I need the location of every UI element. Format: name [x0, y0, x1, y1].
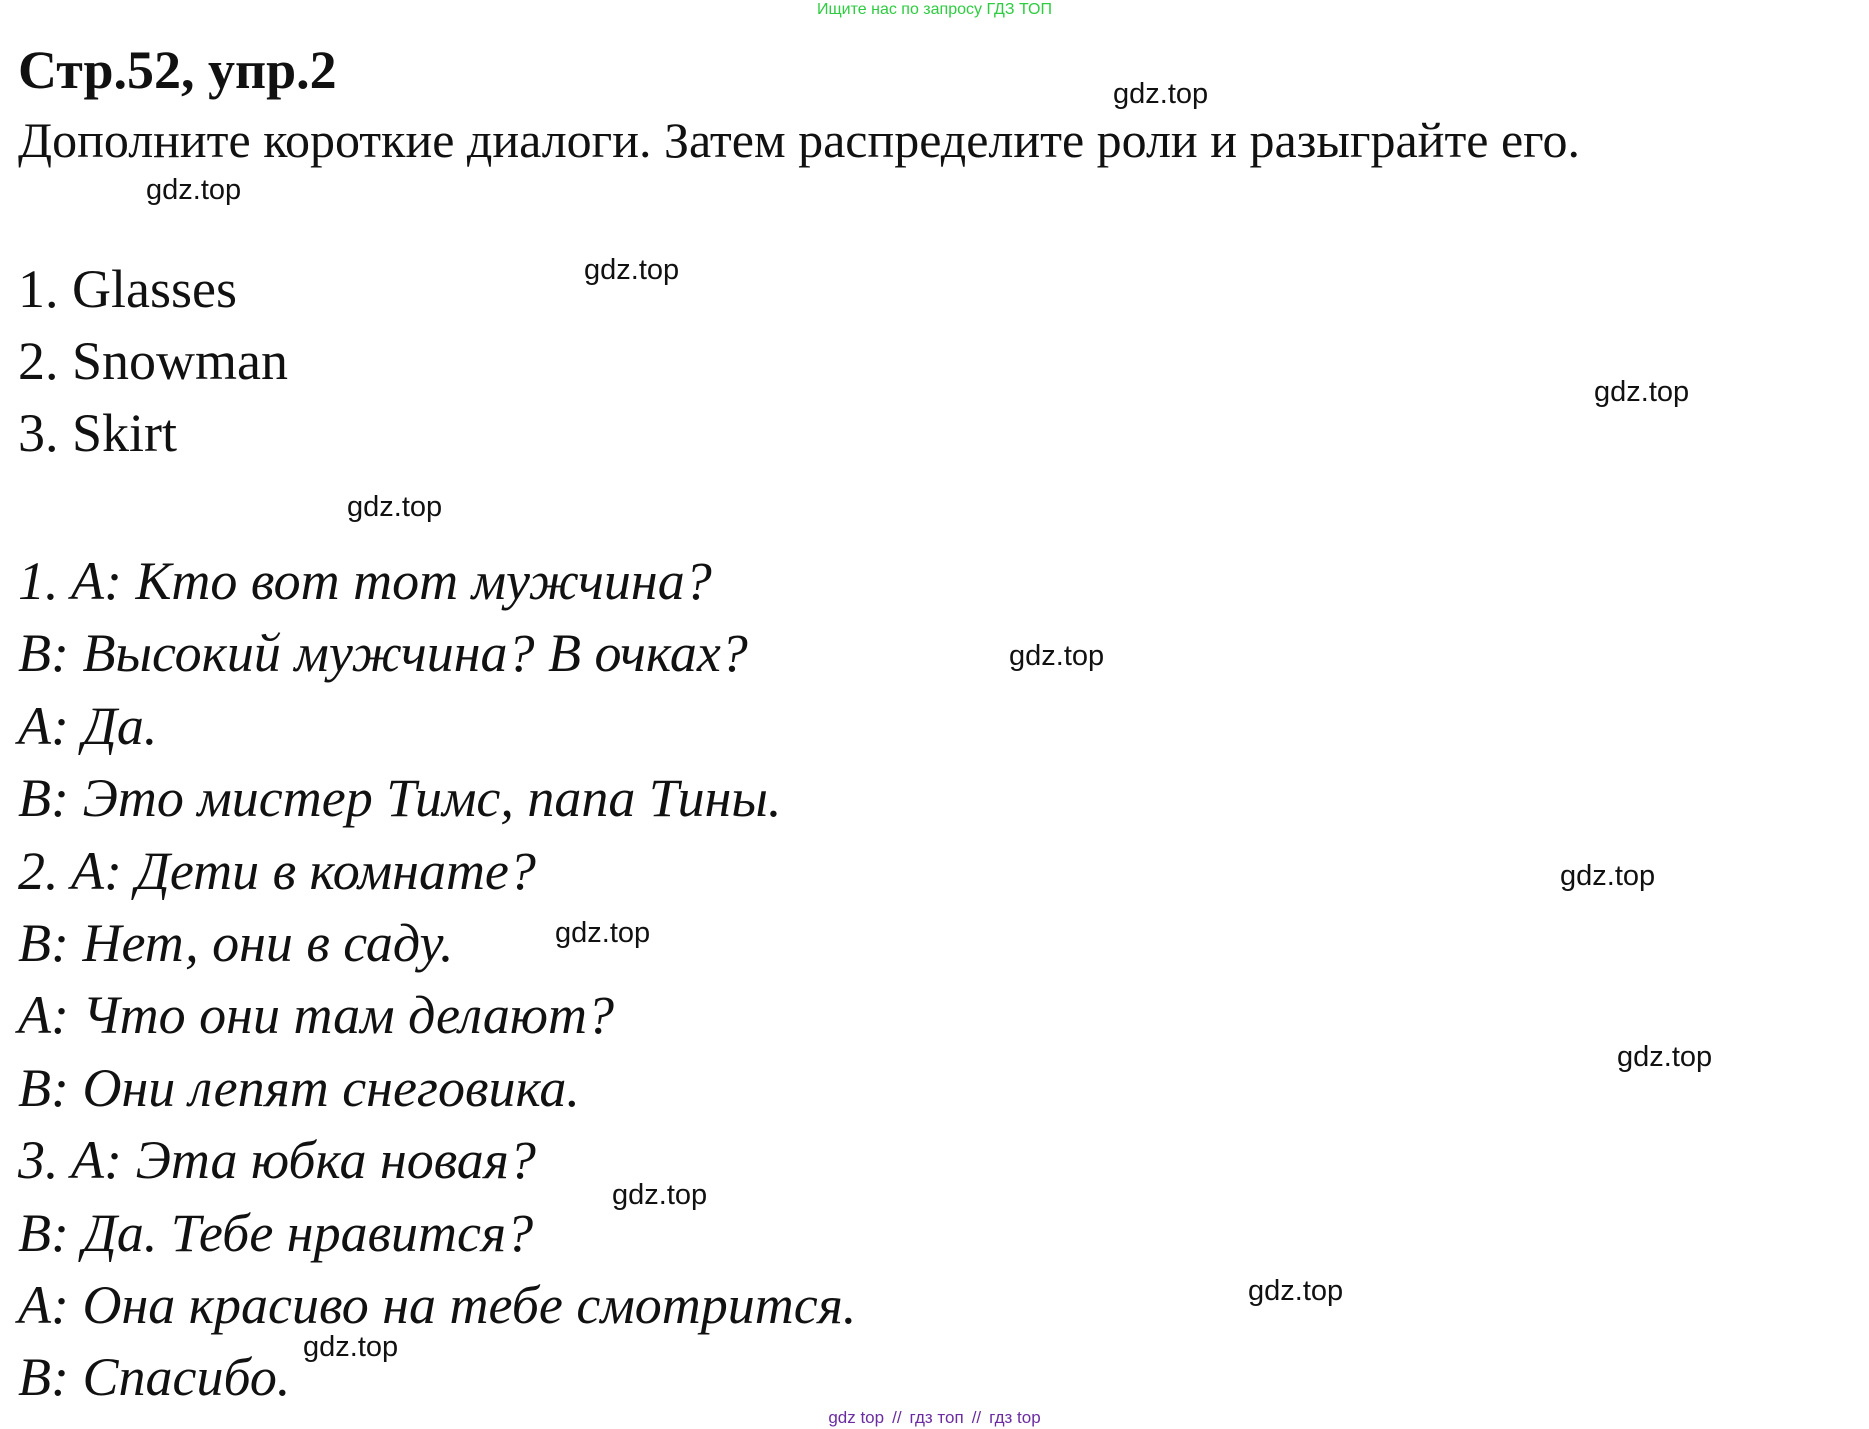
dialogue-line: B: Это мистер Тимс, папа Тины.: [18, 768, 782, 829]
dialogue-line: B: Спасибо.: [18, 1347, 291, 1408]
dialogue-line: 3. A: Эта юбка новая?: [18, 1130, 536, 1191]
watermark: gdz.top: [347, 491, 443, 523]
footer-link[interactable]: гдз top: [989, 1408, 1041, 1427]
dialogue-list: [18, 545, 856, 1414]
watermark: gdz.top: [1594, 376, 1690, 408]
page-title: Стр.52, упр.2: [18, 40, 337, 100]
dialogue-line: 1. A: Кто вот тот мужчина?: [18, 551, 712, 611]
watermark: gdz.top: [584, 254, 680, 286]
dialogue-line: B: Да. Тебе нравится?: [18, 1202, 534, 1263]
dialogue-line: A: Что они там делают?: [18, 985, 614, 1046]
top-banner[interactable]: Ищите нас по запросу ГДЗ ТОП: [817, 1, 1052, 18]
exercise-instruction: Дополните короткие диалоги. Затем распределите роли и разыграйте его.: [18, 112, 1580, 168]
dialogue-line: B: Они лепят снеговика.: [18, 1057, 580, 1118]
footer-link[interactable]: gdz top: [828, 1408, 885, 1427]
dialogue-line: A: Да.: [18, 695, 158, 756]
word-list-item: 1. Glasses: [18, 259, 237, 319]
watermark: gdz.top: [612, 1179, 708, 1211]
dialogue-line: 2. A: Дети в комнате?: [18, 840, 536, 901]
dialogue-line: A: Она красиво на тебе смотрится.: [18, 1274, 857, 1335]
watermark: gdz.top: [303, 1331, 399, 1363]
watermark: gdz.top: [1248, 1275, 1344, 1307]
word-list-item: 2. Snowman: [18, 331, 288, 391]
watermark: gdz.top: [1113, 78, 1209, 110]
watermark: gdz.top: [1617, 1041, 1713, 1073]
word-list: [18, 253, 288, 469]
watermark: gdz.top: [1009, 640, 1105, 672]
word-list-item: 3. Skirt: [18, 403, 178, 463]
watermark: gdz.top: [146, 174, 242, 206]
footer-links: [0, 1408, 1869, 1428]
footer-separator: //: [892, 1408, 902, 1427]
watermark: gdz.top: [1560, 860, 1656, 892]
footer-link[interactable]: гдз топ: [909, 1408, 964, 1427]
watermark: gdz.top: [555, 917, 651, 949]
dialogue-line: B: Высокий мужчина? В очках?: [18, 623, 748, 684]
footer-separator: //: [971, 1408, 982, 1427]
dialogue-line: B: Нет, они в саду.: [18, 912, 454, 973]
